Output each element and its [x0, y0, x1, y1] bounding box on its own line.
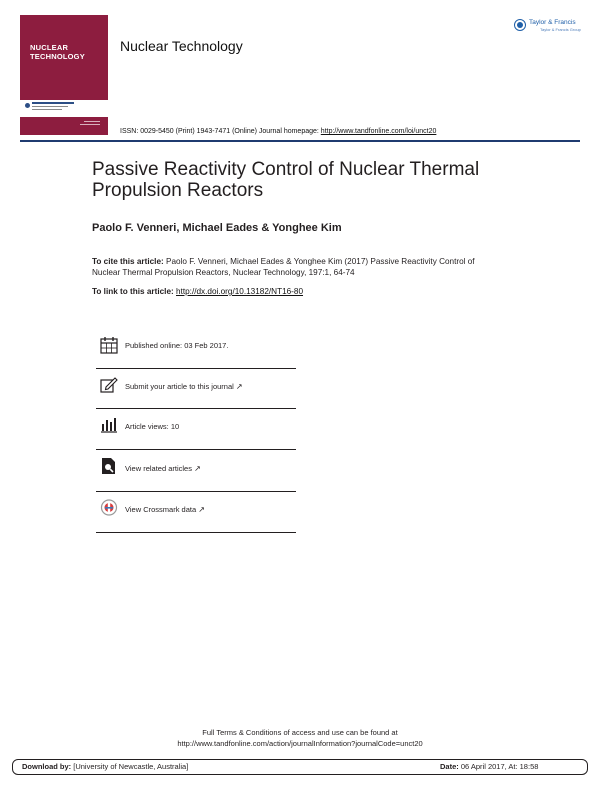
edit-icon [100, 376, 118, 394]
journal-name: Nuclear Technology [120, 38, 243, 54]
download-by [22, 762, 188, 771]
article-authors: Paolo F. Venneri, Michael Eades & Yonghee Kim [92, 222, 342, 234]
crossmark-link[interactable] [125, 505, 205, 514]
submit-article-label: Submit your article to this journal [125, 382, 234, 391]
cover-band-text [32, 109, 62, 110]
citation [92, 257, 502, 278]
journal-cover [20, 15, 108, 135]
article-doi-link[interactable]: http://dx.doi.org/10.13182/NT16-80 [176, 287, 304, 296]
crossmark-label: View Crossmark data [125, 505, 197, 514]
publisher-logo-text: Taylor & Francis [529, 19, 576, 26]
citation-label: To cite this article: [92, 257, 164, 266]
terms-text: Full Terms & Conditions of access and use can be found at [202, 728, 398, 737]
article-views-text: Article views: 10 [125, 422, 180, 431]
download-date [440, 762, 538, 771]
info-divider [96, 532, 296, 533]
search-document-icon [100, 457, 118, 475]
download-date-value: 06 April 2017, At: 18:58 [458, 762, 539, 771]
article-link-label: To link to this article: [92, 287, 177, 296]
cover-fine-print [84, 121, 100, 122]
submit-article-link[interactable] [125, 382, 243, 391]
cover-title-line1: NUCLEAR [30, 43, 69, 52]
cover-band-text [32, 102, 74, 104]
external-link-icon: ↗ [194, 464, 201, 473]
cover-title-line2: TECHNOLOGY [30, 51, 85, 61]
crossmark-icon [100, 499, 118, 517]
related-articles-link[interactable] [125, 464, 201, 473]
terms-url[interactable]: http://www.tandfonline.com/action/journalInformation?journalCode=unct20 [177, 739, 423, 748]
info-divider [96, 408, 296, 409]
citation-text: Paolo F. Venneri, Michael Eades & Yonghee Kim (2017) Passive Reactivity Control of Nuclear Thermal Propulsion Reactors, Nuclear Technology, 197:1, 64-74 [92, 257, 475, 277]
header-rule [20, 140, 580, 142]
external-link-icon: ↗ [198, 505, 205, 514]
publisher-logo-subtext: Taylor & Francis Group [540, 27, 581, 32]
cover-fine-print [80, 124, 100, 125]
external-link-icon: ↗ [235, 382, 243, 391]
info-divider [96, 491, 296, 492]
article-link-row [92, 287, 303, 296]
download-by-value: [University of Newcastle, Australia] [71, 762, 189, 771]
info-divider [96, 368, 296, 369]
published-online-text: Published online: 03 Feb 2017. [125, 341, 229, 350]
article-title: Passive Reactivity Control of Nuclear Thermal Propulsion Reactors [92, 159, 480, 201]
calendar-icon [100, 336, 118, 354]
download-date-label: Date: [440, 762, 459, 771]
download-by-label: Download by: [22, 762, 72, 771]
cover-title [30, 44, 102, 61]
info-divider [96, 449, 296, 450]
issn-line [120, 128, 436, 135]
cover-publisher-logo [25, 103, 30, 108]
bar-chart-icon [100, 416, 118, 434]
issn-text: ISSN: 0029-5450 (Print) 1943-7471 (Online) Journal homepage: [120, 128, 321, 135]
journal-homepage-link[interactable]: http://www.tandfonline.com/loi/unct20 [320, 128, 437, 135]
cover-band-text [32, 106, 68, 107]
taylor-francis-logo-mark [517, 22, 523, 28]
related-articles-label: View related articles [125, 464, 192, 473]
